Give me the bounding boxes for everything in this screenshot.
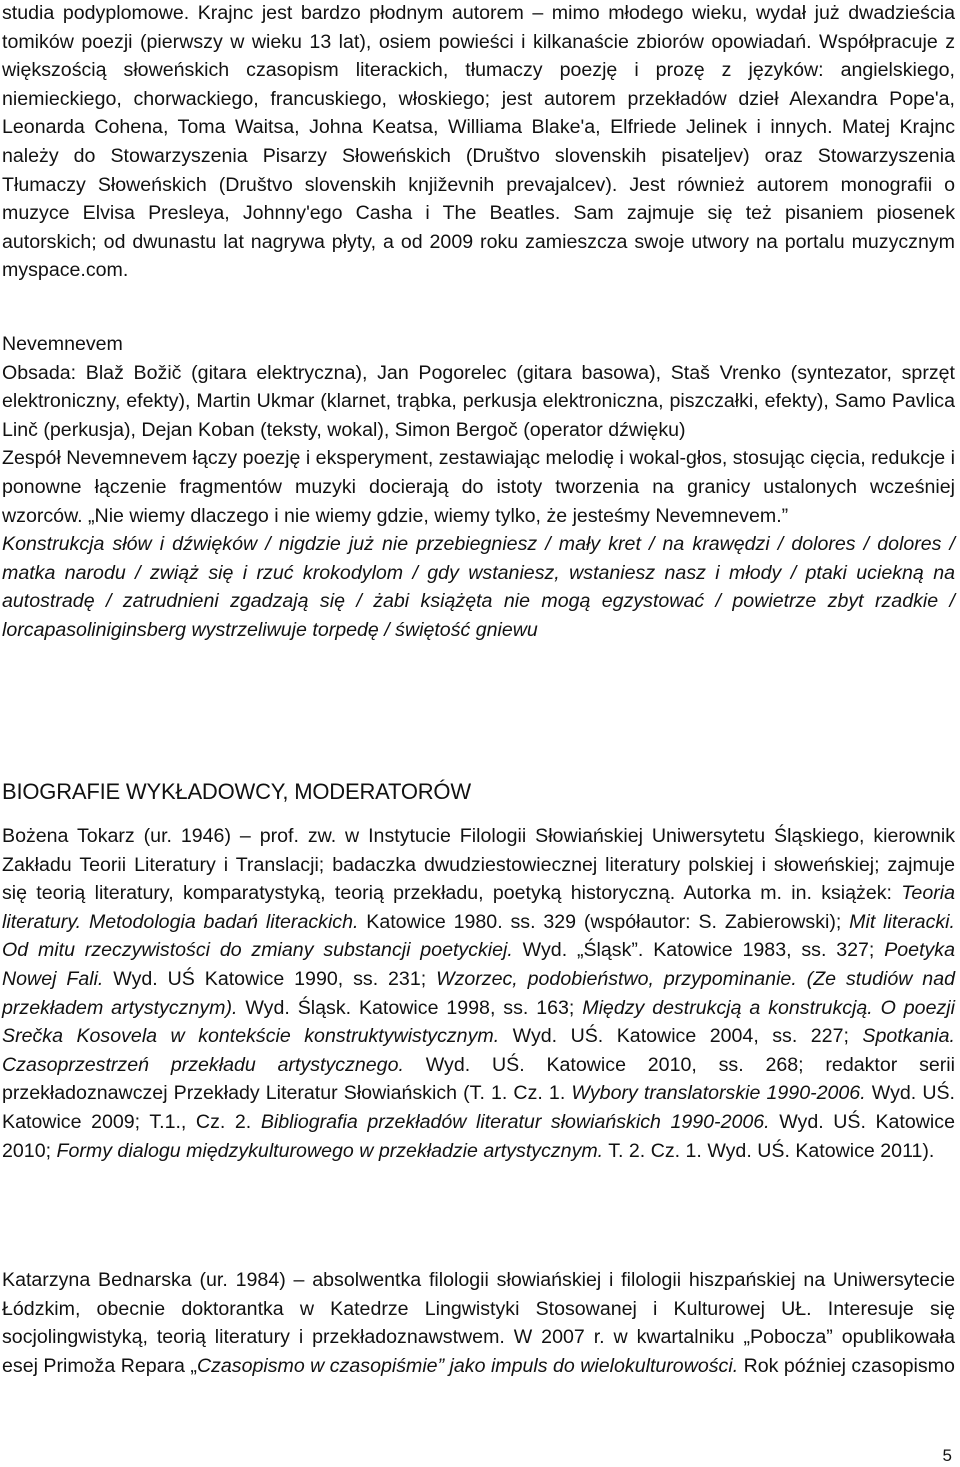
band-description: Zespół Nevemnevem łączy poezję i eksperyment, zestawiając melodię i wokal-głos, stosując cięcia, redukcje i ponowne łączenie fragmentów muzyki docierają do istoty tworzenia na granicy ustalonych wcześniej wzorców. „Nie wiemy dlaczego i nie wiemy gdzie, wiemy tylko, że jesteśmy Nevemnevem.” [2,447,955,527]
band-lineup: Obsada: Blaž Božič (gitara elektryczna), Jan Pogorelec (gitara basowa), Staš Vrenko (syntezator, sprzęt elektroniczny, efekty), Martin Ukmar (klarnet, trąbka, perkusja elektroniczna, piszczałki, efekty), Samo Pavlica Linč (perkusja), Dejan Koban (teksty, wokal), Simon Bergoč (operator dźwięku) [2,361,955,441]
band-section [2,330,955,645]
page-number: 5 [942,1446,952,1465]
band-lyrics-text: Konstrukcja słów i dźwięków / nigdzie już nie przebiegniesz / mały kret / na krawędzi / dolores / dolores / matka narodu / zwiąż się i rzuć krokodylom / gdy wstaniesz, wstaniesz nasz i młody / ptaki uciekną na autostradę / zatrudnieni zgadzają się / żabi książęta nie mogą egzystować / powietrze zbyt rzadkie / lorcapasoliniginsberg wystrzeliwuje torpedę / świętość gniewu [2,533,955,641]
intro-paragraph: studia podyplomowe. Krajnc jest bardzo płodnym autorem – mimo młodego wieku, wydał już dwadzieścia tomików poezji (pierwszy w wieku 13 lat), osiem powieści i kilkanaście zbiorów opowiadań. Współpracuje z większością słoweńskich czasopism literackich, tłumaczy poezję i prozę z języków: angielskiego, niemieckiego, chorwackiego, francuskiego, włoskiego; jest autorem przekładów dzieł Alexandra Pope'a, Leonarda Cohena, Toma Waitsa, Johna Keatsa, Williama Blake'a, Elfriede Jelinek i innych. Matej Krajnc należy do Stowarzyszenia Pisarzy Słoweńskich (Društvo slovenskih pisateljev) oraz Stowarzyszenia Tłumaczy Słoweńskich (Društvo slovenskih književnih prevajalcev). Jest również autorem monografii o muzyce Elvisa Presleya, Johnny'ego Casha i The Beatles. Sam zajmuje się też pisaniem piosenek autorskich; od dwunastu lat nagrywa płyty, a od 2009 roku zamieszcza swoje utwory na portalu muzycznym myspace.com. [2,2,955,282]
bio-name-tokarz: Bożena Tokarz [2,825,135,847]
band-name: Nevemnevem [2,333,123,355]
bio-bednarska: Katarzyna Bednarska (ur. 1984) – absolwentka filologii słowiańskiej i filologii hiszpańskiej na Uniwersytecie Łódzkim, obecnie doktorantka w Katedrze Lingwistyki Stosowanej i Kulturowej UŁ. Interesuje się socjolingwistyką, teorią literatury i przekładoznawstwem. W 2007 r. w kwartalniku „Pobocza” opublikowała esej Primoža Repara „Czasopismo w czasopiśmie” jako impuls do wielokulturowości. Rok później czasopismo [2,1269,955,1377]
bio-tokarz: Bożena Tokarz (ur. 1946) – prof. zw. w Instytucie Filologii Słowiańskiej Uniwersytetu Śląskiego, kierownik Zakładu Teorii Literatury i Translacji; badaczka dwudziestowiecznej literatury polskiej i słoweńskiej; zajmuje się teorią literatury, komparatystyką, teorią przekładu, poetyką historyczną. Autorka m. in. książek: Teoria literatury. Metodologia badań literackich. Katowice 1980. ss. 329 (współautor: S. Zabierowski); Mit literacki. Od mitu rzeczywistości do zmiany substancji poetyckiej. Wyd. „Śląsk”. Katowice 1983, ss. 327; Poetyka Nowej Fali. Wyd. UŚ Katowice 1990, ss. 231; Wzorzec, podobieństwo, przypominanie. (Ze studiów nad przekładem artystycznym). Wyd. Śląsk. Katowice 1998, ss. 163; Między destrukcją a konstrukcją. O poezji Srečka Kosovela w kontekście konstruktywistycznym. Wyd. UŚ. Katowice 2004, ss. 227; Spotkania. Czasoprzestrzeń przekładu artystycznego. Wyd. UŚ. Katowice 2010, ss. 268; redaktor serii przekładoznawczej Przekłady Literatur Słowiańskich (T. 1. Cz. 1. Wybory translatorskie 1990-2006. Wyd. UŚ. Katowice 2009; T.1., Cz. 2. Bibliografia przekładów literatur słowiańskich 1990-2006. Wyd. UŚ. Katowice 2010; Formy dialogu międzykulturowego w przekładzie artystycznym. T. 2. Cz. 1. Wyd. UŚ. Katowice 2011). [2,825,956,1162]
section-heading: BIOGRAFIE WYKŁADOWCY, MODERATORÓW [2,779,471,804]
band-lyrics [2,530,955,644]
bio-name-bednarska: Katarzyna Bednarska [2,1269,192,1291]
